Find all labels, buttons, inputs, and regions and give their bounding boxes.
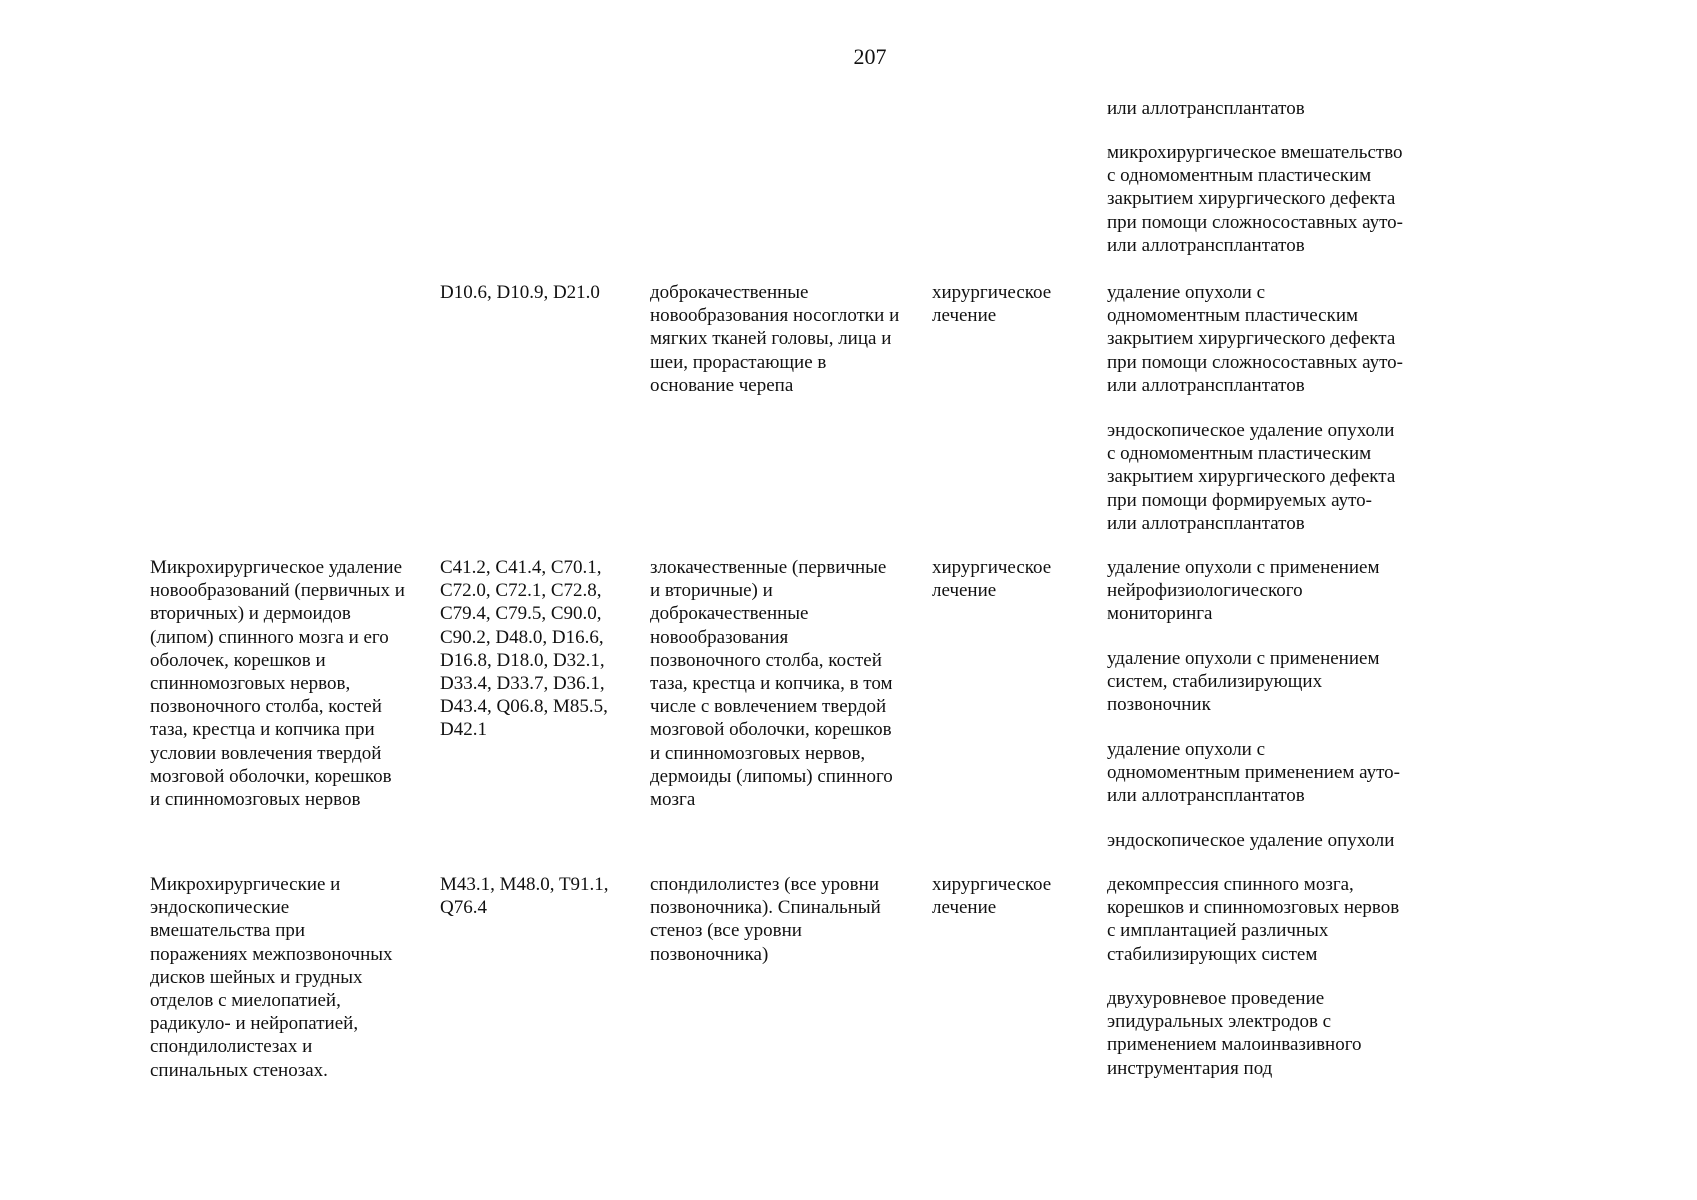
method-text: микрохирургическое вмешательство с одномоментным пластическим закрытием хирургического дефекта при помощи сложносоставных ауто- или аллотрансплантатов [1107, 142, 1403, 256]
patient-model: злокачественные (первичные и вторичные) и доброкачественные новообразования позвоночного столба, костей таза, крестца и копчика, в том числе с вовлечением твердой мозговой оболочки, корешков и спинномозговых нервов, дермоиды (липомы) спинного мозга [650, 557, 893, 811]
treatment-type: хирургическое лечение [932, 557, 1052, 602]
method-text: удаление опухоли с одномоментным применением ауто- или аллотрансплантатов [1107, 739, 1401, 807]
method-text: эндоскопическое удаление опухоли с одномоментным пластическим закрытием хирургического дефекта при помощи формируемых ауто- или аллотрансплантатов [1107, 420, 1396, 534]
method-text: декомпрессия спинного мозга, корешков и спинномозговых нервов с имплантацией различных стабилизирующих систем [1107, 874, 1400, 965]
page-number: 207 [853, 44, 887, 69]
diagnosis-codes: C41.2, C41.4, C70.1, C72.0, C72.1, C72.8, C79.4, C79.5, C90.0, C90.2, D48.0, D16.6, D16.8, D18.0, D32.1, D33.4, D33.7, D36.1, D43.4, Q06.8, M85.5, D42.1 [440, 557, 608, 741]
method-text: эндоскопическое удаление опухоли [1107, 830, 1395, 851]
method-text: удаление опухоли с применением систем, стабилизирующих позвоночник [1107, 648, 1380, 716]
method-text: двухуровневое проведение эпидуральных электродов с применением малоинвазивного инструментария под [1107, 988, 1362, 1079]
method-text: удаление опухоли с одномоментным пластическим закрытием хирургического дефекта при помощи сложносоставных ауто- или аллотрансплантатов [1107, 282, 1403, 396]
method-text: удаление опухоли с применением нейрофизиологического мониторинга [1107, 557, 1380, 625]
care-type-name: Микрохирургические и эндоскопические вмешательства при поражениях межпозвоночных дисков шейных и грудных отделов с миелопатией, радикуло- и нейропатией, спондилолистезах и спинальных стенозах. [150, 874, 393, 1081]
care-type-name: Микрохирургическое удаление новообразований (первичных и вторичных) и дермоидов (липом) спинного мозга и его оболочек, корешков и спинномозговых нервов, позвоночного столба, костей таза, крестца и копчика при условии вовлечения твердой мозговой оболочки, корешков и спинномозговых нервов [150, 557, 405, 811]
patient-model: доброкачественные новообразования носоглотки и мягких тканей головы, лица и шеи, прорастающие в основание черепа [650, 282, 900, 396]
diagnosis-codes: M43.1, M48.0, T91.1, Q76.4 [440, 874, 609, 919]
patient-model: спондилолистез (все уровни позвоночника). Спинальный стеноз (все уровни позвоночника) [650, 874, 881, 965]
method-text: или аллотрансплантатов [1107, 98, 1305, 119]
treatment-type: хирургическое лечение [932, 282, 1052, 327]
diagnosis-codes: D10.6, D10.9, D21.0 [440, 282, 600, 303]
treatment-type: хирургическое лечение [932, 874, 1052, 919]
